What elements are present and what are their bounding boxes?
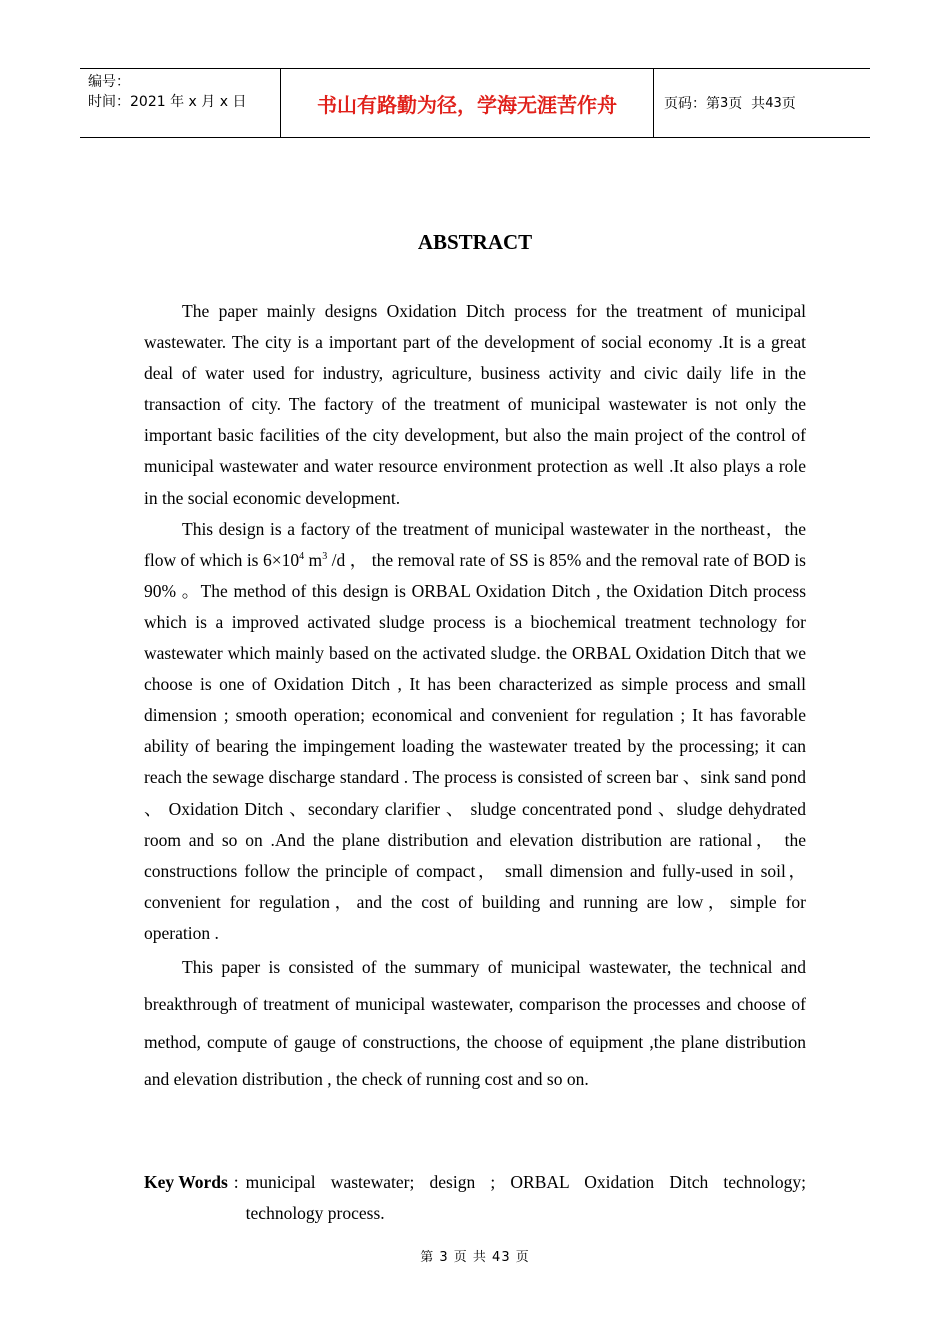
page-total: 43	[765, 95, 782, 111]
header-motto: 书山有路勤为径，学海无涯苦作舟	[317, 92, 617, 117]
abstract-title: ABSTRACT	[417, 230, 533, 254]
keywords-colon: :	[233, 1172, 239, 1192]
abstract-paragraph-3: This paper is consisted of the summary of municipal wastewater, the technical and breakthrough of treatment of municipal wastewater, comparison the processes and choose of method, compute of gauge of constructions, the choose of equipment ,the plane distribution and elevation distribution , the check of running cost and so on.	[144, 956, 806, 1089]
exponent-3: 3	[322, 550, 328, 562]
abstract-paragraph-1: The paper mainly designs Oxidation Ditch process for the treatment of municipal wastewater. The city is a important part of the development of social economy .It is a great deal of water used for industry, agriculture, business activity and civic daily life in the transaction of city. The factory of the treatment of municipal wastewater is not only the important basic facilities of the city development, but also the main project of the control of municipal wastewater and water resource environment protection as well .It also plays a role in the social economic development.	[144, 301, 806, 508]
abstract-body	[144, 296, 806, 1098]
page-current: 3	[720, 95, 729, 111]
keywords-text: municipal wastewater; design ; ORBAL Oxidation Ditch technology; technology process.	[245, 1172, 806, 1223]
abstract-paragraph-2	[144, 514, 806, 949]
document-date-label: 时间：2021 年 x 月 x 日	[88, 94, 247, 110]
document-number-label: 编号：	[88, 74, 130, 90]
exponent-4: 4	[299, 550, 305, 562]
header-table	[80, 68, 870, 138]
header-motto-cell	[281, 69, 654, 137]
page-footer: 第 3 页 共 43 页	[420, 1250, 530, 1265]
page-label-suffix: 页	[781, 96, 796, 112]
keywords-section	[144, 1167, 806, 1229]
paragraph-2-text-a: This design is a factory of the treatment of municipal wastewater in the northeast，the flow of which is 6×10	[144, 518, 806, 570]
header-info-cell	[80, 69, 281, 137]
page-label-prefix: 页码：第	[664, 96, 720, 112]
paragraph-2-text-c: /d ， the removal rate of SS is 85% and the removal rate of BOD is 90% 。The method of this design is ORBAL Oxidation Ditch , the Oxidation Ditch process which is a improved activated sludge process is a biochemical treatment technology for wastewater which mainly based on the activated sludge. the ORBAL Oxidation Ditch that we choose is one of Oxidation Ditch , It has been characterized as simple process and small dimension ; smooth operation; economical and convenient for regulation ; It has favorable ability of bearing the impingement loading the wastewater treated by the processing; it can reach the sewage discharge standard . The process is consisted of screen bar 、sink sand pond 、 Oxidation Ditch 、secondary clarifier 、 sludge concentrated pond 、sludge dehydrated room and so on .And the plane distribution and elevation distribution are rational， the constructions follow the principle of compact， small dimension and fully-used in soil， convenient for regulation，and the cost of building and running are low，simple for operation .	[144, 549, 806, 943]
header-page-cell	[654, 69, 870, 137]
keywords-label: Key Words	[144, 1172, 228, 1192]
page-label-mid: 页 共	[728, 96, 766, 112]
paragraph-2-text-b: m	[304, 549, 323, 570]
